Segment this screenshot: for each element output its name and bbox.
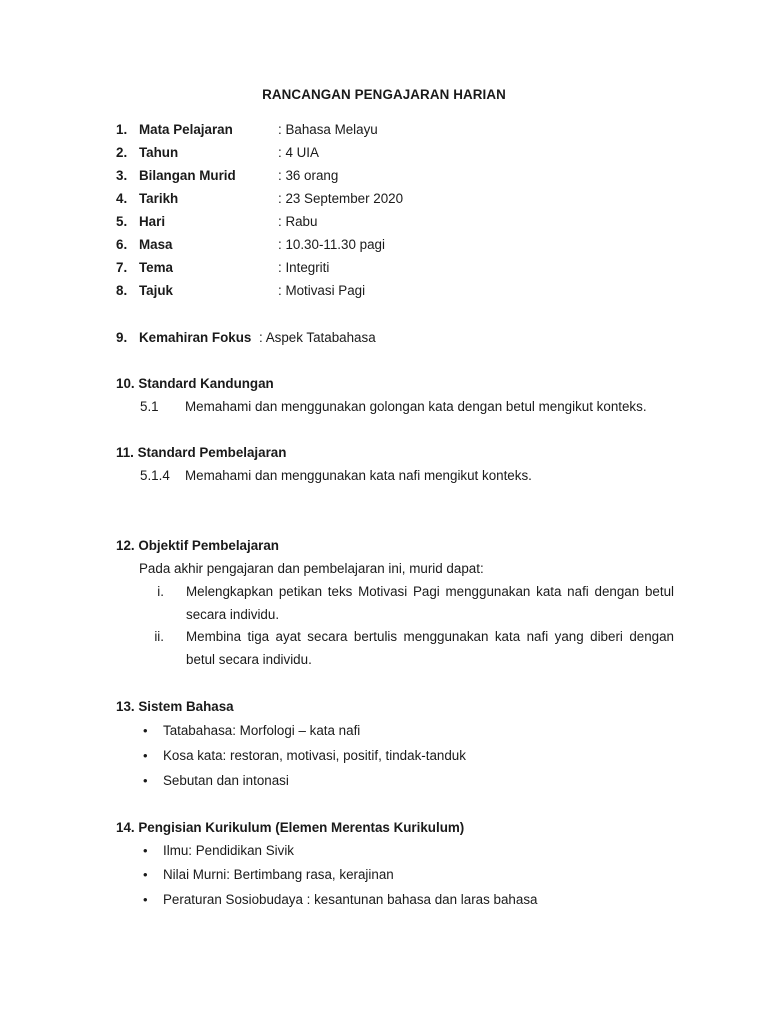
- info-label: Hari: [139, 214, 166, 229]
- section-heading: 12. Objektif Pembelajaran: [116, 538, 279, 553]
- info-value: : 10.30-11.30 pagi: [278, 237, 385, 252]
- section-heading: 14. Pengisian Kurikulum (Elemen Merentas Kurikulum): [116, 820, 465, 835]
- bullet-icon: •: [143, 748, 148, 763]
- objective-numeral: ii.: [154, 629, 164, 644]
- info-value: : Rabu: [278, 214, 318, 229]
- objectives-intro-text: Pada akhir pengajaran dan pembelajaran ini, murid dapat:: [139, 561, 484, 576]
- info-number: 7.: [116, 260, 128, 275]
- focus-skill-number: 9.: [116, 330, 128, 345]
- info-number: 8.: [116, 283, 128, 298]
- standard-code: 5.1.4: [140, 468, 170, 483]
- info-number: 3.: [116, 168, 128, 183]
- standard-code: 5.1: [140, 399, 159, 414]
- section-heading: 11. Standard Pembelajaran: [116, 445, 287, 460]
- info-value: : 36 orang: [278, 168, 339, 183]
- list-item-text: Sebutan dan intonasi: [163, 773, 289, 788]
- info-label: Masa: [139, 237, 173, 252]
- list-item-text: Tatabahasa: Morfologi – kata nafi: [163, 723, 361, 738]
- objective-text: Melengkapkan petikan teks Motivasi Pagi menggunakan kata nafi dengan betul secara individu.: [186, 584, 674, 622]
- list-item-text: Kosa kata: restoran, motivasi, positif, tindak-tanduk: [163, 748, 466, 763]
- focus-skill-label: Kemahiran Fokus: [139, 330, 252, 345]
- info-label: Tarikh: [139, 191, 179, 206]
- info-value: : Integriti: [278, 260, 330, 275]
- bullet-icon: •: [143, 723, 148, 738]
- info-value: : Motivasi Pagi: [278, 283, 366, 298]
- info-value: : 4 UIA: [278, 145, 319, 160]
- info-label: Bilangan Murid: [139, 168, 236, 183]
- focus-skill-value: : Aspek Tatabahasa: [259, 330, 376, 345]
- info-number: 5.: [116, 214, 128, 229]
- info-number: 2.: [116, 145, 128, 160]
- section-heading: 10. Standard Kandungan: [116, 376, 274, 391]
- standard-text: Memahami dan menggunakan golongan kata dengan betul mengikut konteks.: [185, 399, 647, 414]
- bullet-icon: •: [143, 773, 148, 788]
- standard-text: Memahami dan menggunakan kata nafi mengikut konteks.: [185, 468, 532, 483]
- info-label: Mata Pelajaran: [139, 122, 233, 137]
- info-label: Tajuk: [139, 283, 173, 298]
- bullet-icon: •: [143, 843, 148, 858]
- objective-numeral: i.: [157, 584, 164, 599]
- objective-text: Membina tiga ayat secara bertulis menggunakan kata nafi yang diberi dengan betul secara individu.: [186, 629, 674, 667]
- section-heading: 13. Sistem Bahasa: [116, 699, 234, 714]
- info-number: 4.: [116, 191, 128, 206]
- info-value: : 23 September 2020: [278, 191, 404, 206]
- document-title: RANCANGAN PENGAJARAN HARIAN: [262, 87, 506, 102]
- list-item-text: Peraturan Sosiobudaya : kesantunan bahasa dan laras bahasa: [163, 892, 538, 907]
- info-label: Tahun: [139, 145, 179, 160]
- list-item-text: Nilai Murni: Bertimbang rasa, kerajinan: [163, 867, 394, 882]
- info-value: : Bahasa Melayu: [278, 122, 378, 137]
- list-item-text: Ilmu: Pendidikan Sivik: [163, 843, 294, 858]
- info-number: 1.: [116, 122, 128, 137]
- bullet-icon: •: [143, 867, 148, 882]
- info-label: Tema: [139, 260, 173, 275]
- bullet-icon: •: [143, 892, 148, 907]
- info-number: 6.: [116, 237, 128, 252]
